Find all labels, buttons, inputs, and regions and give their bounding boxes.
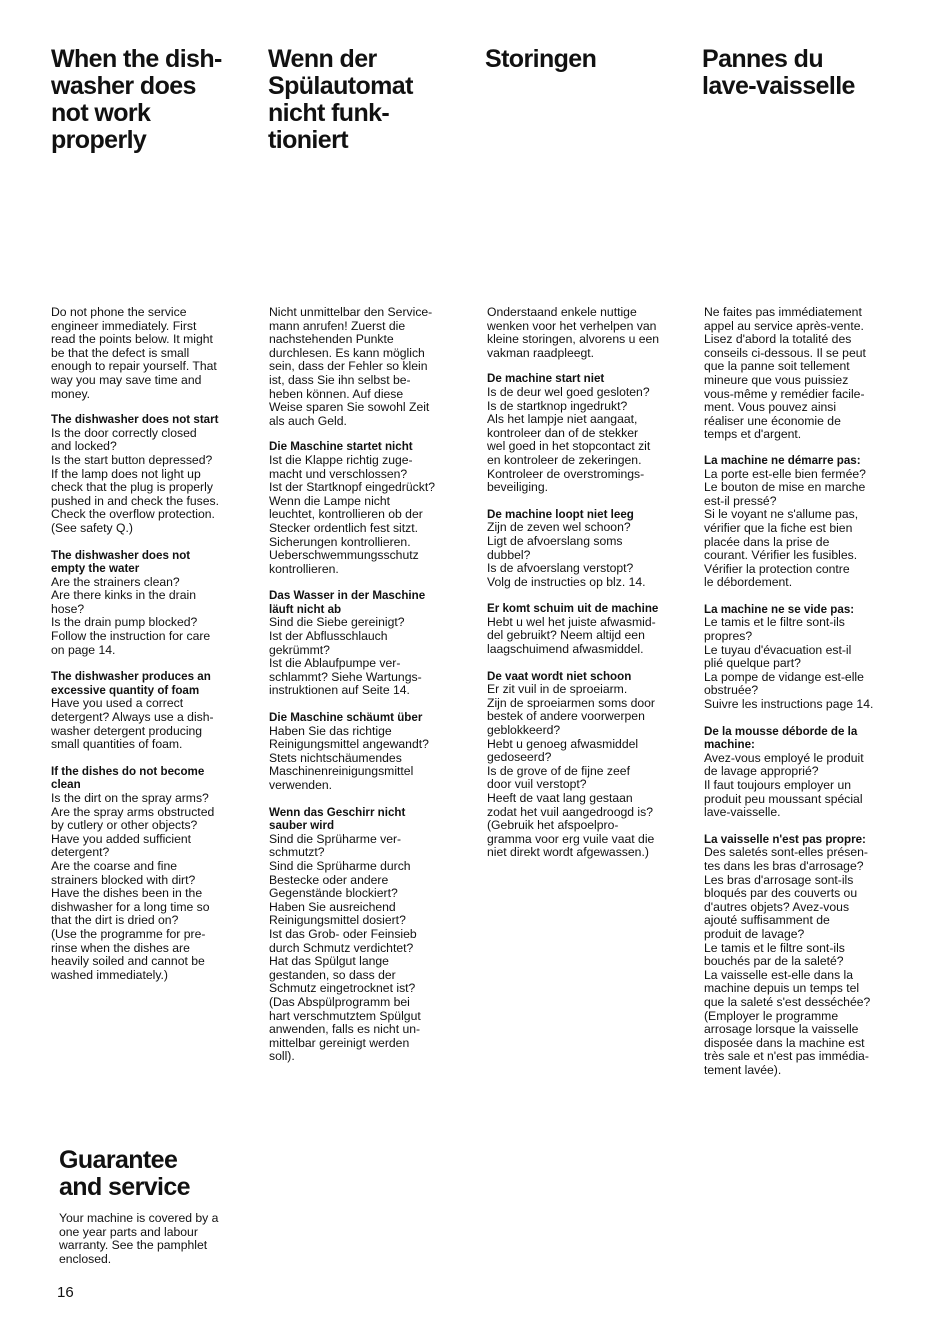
section-no-drain <box>704 603 904 712</box>
section-heading: La machine ne se vide pas: <box>704 602 855 616</box>
section-body: Sind die Sprüharme ver- schmutzt? Sind die Sprüharme durch Bestecke oder andere Gegenstände blockiert? Haben Sie ausreichend Reinigungsmittel dosiert? Ist das Grob- oder Feinsieb durch Schmutz verdichtet? Hat das Spülgut lange gestanden, so dass der Schmutz eingetrocknet ist? (Das Abspülprogramm bei hart verschmutztem Spülgut anwenden, falls es nicht un- mittelbar gereinigt werden soll). <box>269 831 421 1064</box>
section-foam <box>51 670 251 752</box>
section-heading: Die Maschine schäumt über <box>269 711 423 725</box>
section-body: Zijn de zeven wel schoon? Ligt de afvoerslang soms dubbel? Is de afvoerslang verstopt? Volg de instructies op blz. 14. <box>487 520 646 589</box>
section-no-start <box>487 372 687 494</box>
section-body: Ist die Klappe richtig zuge- macht und verschlossen? Ist der Startknopf eingedrückt? Wenn die Lampe nicht leuchtet, kontrollieren ob der Stecker ordentlich fest sitzt. Sicherungen kontrollieren. Ueberschwemmungsschutz kontrollieren. <box>269 452 435 576</box>
section-body: Hebt u wel het juiste afwasmid- del gebruikt? Neem altijd een laagschuimend afwasmiddel. <box>487 614 656 657</box>
column-french <box>704 306 904 1090</box>
section-heading: If the dishes do not become clean <box>51 764 205 792</box>
section-heading: De machine start niet <box>487 372 605 386</box>
section-no-start <box>269 440 469 576</box>
section-not-clean <box>269 806 469 1064</box>
guarantee-body: Your machine is covered by a one year parts and labour warranty. See the pamphlet enclosed. <box>59 1211 219 1266</box>
intro-text: Nicht unmittelbar den Service- mann anrufen! Zuerst die nachstehenden Punkte durchlesen. Es kann möglich sein, dass der Fehler so klein ist, dass Sie ihn selbst be- heben können. Auf diese Weise sparen Sie sowohl Zeit als auch Geld. <box>269 305 433 428</box>
title-german: Wenn der Spülautomat nicht funk- tioniert <box>268 45 413 154</box>
section-heading: Wenn das Geschirr nicht sauber wird <box>269 805 406 833</box>
section-foam <box>269 711 469 793</box>
section-heading: Er komt schuim uit de machine <box>487 602 659 616</box>
section-body: La porte est-elle bien fermée? Le bouton de mise en marche est-il pressé? Si le voyant ne s'allume pas, vérifier que la fiche est bien placée dans la prise de courant. Vérifier les fusibles. Vérifier la protection contre le débordement. <box>704 466 866 590</box>
title-french: Pannes du lave-vaisselle <box>702 45 855 100</box>
section-body: Have you used a correct detergent? Always use a dish- washer detergent producing small quantities of foam. <box>51 696 214 752</box>
section-heading: De la mousse déborde de la machine: <box>704 724 858 752</box>
section-foam <box>487 602 687 656</box>
section-no-drain <box>269 589 469 698</box>
page-number: 16 <box>57 1284 74 1301</box>
section-body: Are the strainers clean? Are there kinks in the drain hose? Is the drain pump blocked? Follow the instruction for care on page 14. <box>51 574 211 657</box>
section-no-drain <box>51 549 251 658</box>
intro-text: Do not phone the service engineer immediately. First read the points below. It might be that the defect is small enough to repair yourself. That way you may save time and money. <box>51 305 217 401</box>
section-body: Is de deur wel goed gesloten? Is de startknop ingedrukt? Als het lampje niet aangaat, kontroleer dan of de stekker wel goed in het stopcontact zit en kontroleer de zekeringen. Kontroleer de overstromings- beveiliging. <box>487 384 651 495</box>
section-heading: De machine loopt niet leeg <box>487 507 634 521</box>
section-not-clean <box>487 670 687 860</box>
section-no-start <box>704 454 904 590</box>
section-foam <box>704 725 904 820</box>
section-no-drain <box>487 508 687 590</box>
section-heading: La machine ne démarre pas: <box>704 453 861 467</box>
section-body: Er zit vuil in de sproeiarm. Zijn de sproeiarmen soms door bestek of andere voorwerpen geblokkeerd? Hebt u genoeg afwasmiddel gedoseerd? Is de grove of de fijne zeef door vuil verstopt? Heeft de vaat lang gestaan zodat het vuil aangedroogd is? (Gebruik het afspoelpro- gramma voor erg vuile vaat die niet direkt wordt afgewassen.) <box>487 682 655 860</box>
title-dutch: Storingen <box>485 45 597 73</box>
column-english <box>51 306 251 995</box>
intro-text: Ne faites pas immédiatement appel au service après-vente. Lisez d'abord la totalité des conseils ci-dessous. Il se peut que la panne soit tellement mineure que vous puissiez vous-même y remédier facile- ment. Vous pouvez ainsi réaliser une économie de temps et d'argent. <box>704 305 866 442</box>
intro-text: Onderstaand enkele nuttige wenken voor het verhelpen van kleine storingen, alvorens u een vakman raadpleegt. <box>487 305 660 360</box>
section-heading: La vaisselle n'est pas propre: <box>704 832 866 846</box>
section-heading: Das Wasser in der Maschine läuft nicht ab <box>269 589 426 616</box>
section-body: Des saletés sont-elles présen- tes dans les bras d'arrosage? Les bras d'arrosage sont-ils bloqués par des couverts ou d'autres objets? Avez-vous ajouté suffisamment de produit de lavage? Le tamis et le filtre sont-ils bouchés par de la saleté? La vaisselle est-elle dans la machine depuis un temps tel que la saleté s'est desséchée? (Employer le programme arrosage lorsque la vaisselle disposée dans la machine est très sale et n'est pas immédia- tement lavée). <box>704 845 871 1077</box>
title-english: When the dish- washer does not work properly <box>51 45 222 154</box>
section-body: Avez-vous employé le produit de lavage approprié? Il faut toujours employer un produit peu moussant spécial lave-vaisselle. <box>704 750 864 820</box>
section-heading: The dishwasher does not start <box>51 413 219 427</box>
column-german <box>269 306 469 1077</box>
section-heading: The dishwasher does not empty the water <box>51 548 191 576</box>
section-body: Le tamis et le filtre sont-ils propres? Le tuyau d'évacuation est-il plié quelque part? La pompe de vidange est-elle obstruée? Suivre les instructions page 14. <box>704 615 874 712</box>
section-body: Haben Sie das richtige Reinigungsmittel angewandt? Stets nichtschäumendes Maschinenreinigungsmittel verwenden. <box>269 723 429 792</box>
guarantee-title: Guarantee and service <box>59 1146 190 1201</box>
section-heading: The dishwasher produces an excessive quantity of foam <box>51 670 211 697</box>
section-body: Is the door correctly closed and locked? Is the start button depressed? If the lamp does not light up check that the plug is properly pushed in and check the fuses. Check the overflow protection. (See safety Q.) <box>51 425 220 535</box>
section-no-start <box>51 413 251 535</box>
section-body: Is the dirt on the spray arms? Are the spray arms obstructed by cutlery or other objects? Have you added sufficient detergent? Are the coarse and fine strainers blocked with dirt? Have the dishes been in the dishwasher for a long time so that the dirt is dried on? (Use the programme for pre- rinse when the dishes are heavily soiled and cannot be washed immediately.) <box>51 791 215 982</box>
section-heading: De vaat wordt niet schoon <box>487 669 632 683</box>
section-heading: Die Maschine startet nicht <box>269 440 413 454</box>
column-dutch <box>487 306 687 873</box>
section-not-clean <box>704 833 904 1078</box>
section-body: Sind die Siebe gereinigt? Ist der Abflusschlauch gekrümmt? Ist die Ablaufpumpe ver- schlammt? Siehe Wartungs- instruktionen auf Seite 14. <box>269 615 422 698</box>
section-not-clean <box>51 765 251 983</box>
